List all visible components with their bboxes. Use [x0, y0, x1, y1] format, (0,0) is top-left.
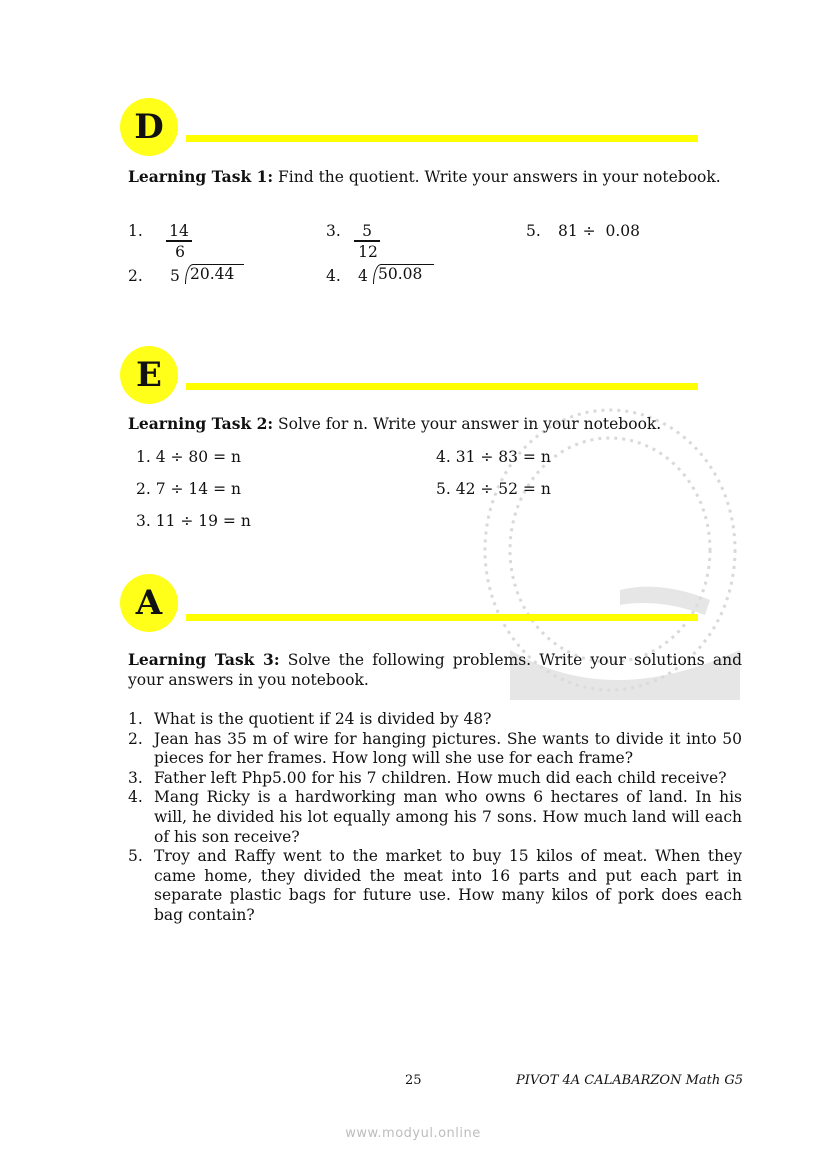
list-item [128, 710, 742, 730]
section-underline [186, 383, 698, 390]
section-d-header [120, 98, 700, 158]
task2-item: 5. 42 ÷ 52 = n [436, 480, 551, 498]
fraction [354, 221, 382, 262]
item-text: Jean has 35 m of wire for hanging pictures. She wants to divide it into 50 pieces for her frames. How long will she use for each frame? [154, 729, 742, 768]
denominator: 6 [175, 243, 185, 261]
list-item [128, 788, 742, 847]
item-number: 5. [128, 847, 143, 866]
task1-item-num: 5. [526, 222, 541, 240]
task3-text: Solve the following problems. Write your solutions and your answers in you notebook. [128, 651, 743, 689]
denominator: 12 [358, 243, 378, 261]
section-letter-badge: A [120, 574, 178, 632]
divisor: 5 [170, 267, 180, 285]
word-problem-list [128, 710, 742, 926]
numerator: 14 [166, 222, 192, 242]
site-watermark: www.modyul.online [345, 1126, 481, 1141]
task1-item-num: 1. [128, 222, 143, 240]
section-letter-badge: E [120, 346, 178, 404]
item-number: 2. [128, 729, 143, 748]
item-text: What is the quotient if 24 is divided by 48? [154, 710, 492, 728]
task1-label: Learning Task 1: [128, 167, 274, 186]
page-number: 25 [405, 1073, 422, 1088]
list-item [128, 730, 742, 769]
task1-item-num: 2. [128, 267, 143, 285]
footer-title: PIVOT 4A CALABARZON Math G5 [516, 1073, 744, 1088]
dividend: 50.08 [373, 264, 434, 284]
task1-instruction [128, 167, 742, 187]
item-text: Father left Php5.00 for his 7 children. How much did each child receive? [154, 768, 727, 787]
fraction [166, 221, 194, 262]
task2-item: 3. 11 ÷ 19 = n [136, 512, 251, 530]
task2-label: Learning Task 2: [128, 414, 274, 433]
section-underline [186, 614, 698, 621]
section-letter-badge: D [120, 98, 178, 156]
item-text: Troy and Raffy went to the market to buy 15 kilos of meat. When they came home, they divided the meat into 16 parts and put each part in separate plastic bags for future use. How many kilos of pork does each bag contain? [154, 847, 742, 924]
numerator: 5 [354, 222, 380, 242]
task1-text: Find the quotient. Write your answers in your notebook. [273, 168, 721, 186]
task3-label: Learning Task 3: [128, 650, 280, 669]
task2-item: 4. 31 ÷ 83 = n [436, 448, 551, 466]
section-e-header [120, 346, 700, 406]
task2-text: Solve for n. Write your answer in your notebook. [273, 415, 662, 433]
list-item [128, 847, 742, 925]
item-number: 4. [128, 788, 143, 807]
task2-item: 1. 4 ÷ 80 = n [136, 448, 241, 466]
list-item [128, 769, 742, 789]
task2-item: 2. 7 ÷ 14 = n [136, 480, 241, 498]
task3-instruction [128, 650, 742, 690]
section-a-header [120, 574, 700, 634]
dividend: 20.44 [185, 264, 244, 284]
task1-expression: 81 ÷ 0.08 [558, 222, 641, 240]
item-text: Mang Ricky is a hardworking man who owns 6 hectares of land. In his will, he divided his lot equally among his 7 sons. How much land will each of his son receive? [154, 788, 742, 846]
section-underline [186, 135, 698, 142]
task2-instruction [128, 414, 742, 434]
task1-item-num: 4. [326, 267, 341, 285]
item-number: 1. [128, 710, 143, 728]
task1-item-num: 3. [326, 222, 341, 240]
divisor: 4 [358, 267, 368, 285]
item-number: 3. [128, 768, 143, 787]
